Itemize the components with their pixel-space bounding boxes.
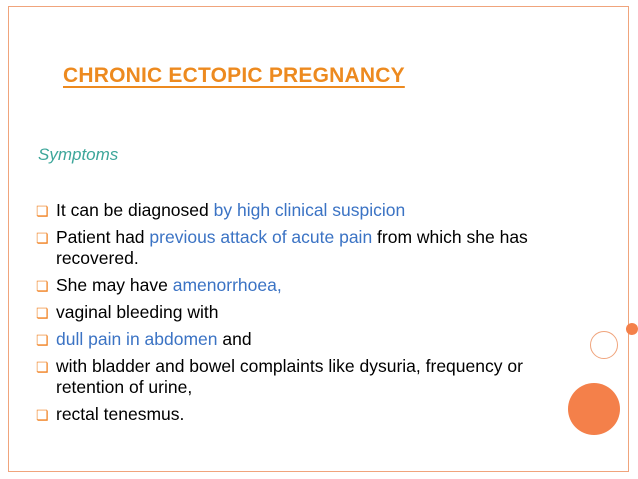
checkbox-icon: ❏ [36, 203, 49, 219]
checkbox-icon: ❏ [36, 359, 49, 375]
checkbox-icon: ❏ [36, 278, 49, 294]
checkbox-icon: ❏ [36, 305, 49, 321]
list-item: ❏ It can be diagnosed by high clinical suspicion [36, 200, 406, 220]
checkbox-icon: ❏ [36, 332, 49, 348]
checkbox-icon: ❏ [36, 407, 49, 423]
list-item: ❏ She may have amenorrhoea, [36, 275, 282, 295]
list-item: ❏ rectal tenesmus. [36, 404, 185, 424]
list-item: ❏ with bladder and bowel complaints like dysuria, frequency or retention of urine, [36, 356, 523, 397]
list-item: ❏ vaginal bleeding with [36, 302, 219, 322]
list-item: ❏ Patient had previous attack of acute pain from which she has recovered. [36, 227, 528, 268]
slide-title: CHRONIC ECTOPIC PREGNANCY [63, 64, 405, 87]
symptom-list [36, 200, 576, 425]
decorative-small-circle [626, 323, 638, 335]
list-item: ❏ dull pain in abdomen and [36, 329, 252, 349]
decorative-outline-circle [590, 331, 618, 359]
section-subheading: Symptoms [38, 145, 119, 164]
checkbox-icon: ❏ [36, 230, 49, 246]
